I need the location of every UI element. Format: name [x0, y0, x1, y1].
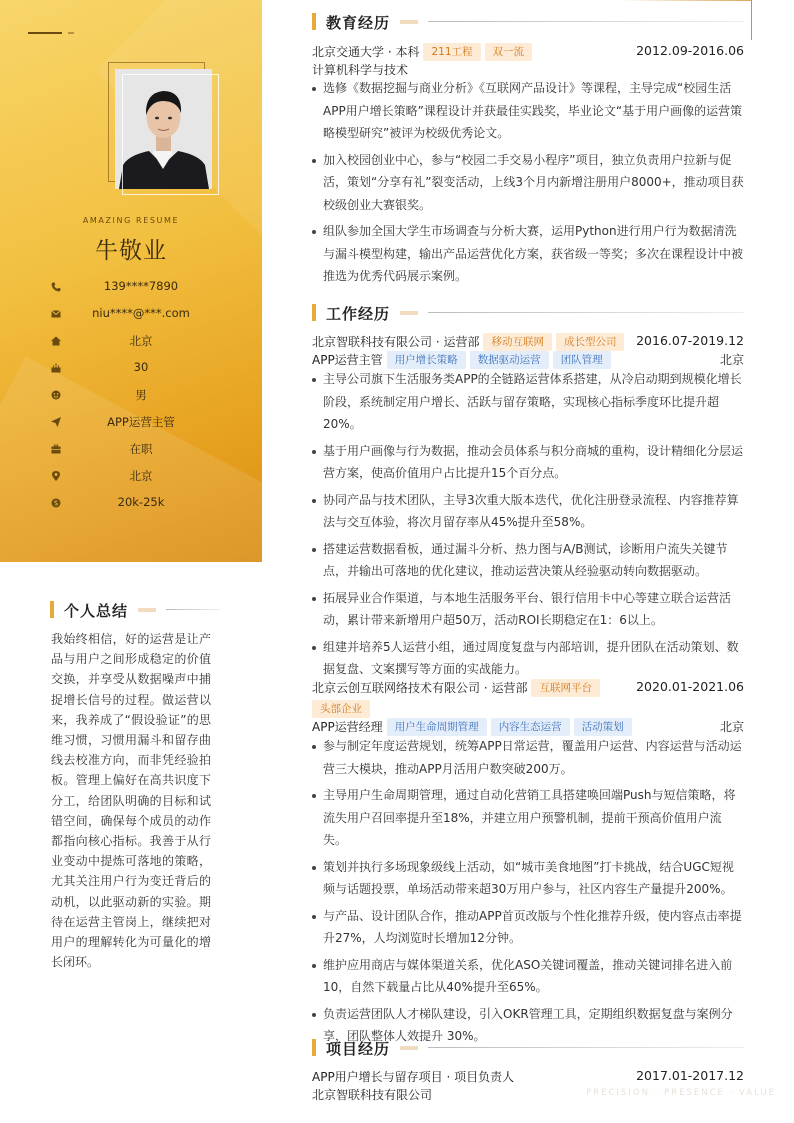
title-accent-bar — [50, 601, 54, 618]
info-status — [0, 439, 262, 459]
education-header — [312, 42, 744, 60]
project-company: 北京智联科技有限公司 — [312, 1088, 433, 1102]
footer-watermark: PRECISION · PRESENCE · VALUE — [586, 1088, 776, 1098]
resume-tagline: AMAZING RESUME — [82, 216, 180, 225]
summary-title: 个人总结 — [64, 602, 129, 620]
info-location — [0, 466, 262, 486]
job-role-line — [312, 350, 744, 368]
person-name: 牛敬业 — [95, 238, 167, 264]
role-tag: 用户生命周期管理 — [387, 718, 487, 736]
role-tag: 用户增长策略 — [387, 351, 466, 369]
briefcase-icon — [50, 443, 62, 455]
mail-icon — [50, 308, 62, 320]
list-item: 主导用户生命周期管理，通过自动化营销工具搭建唤回端Push与短信策略，将流失用户召回率提升至18%，并建立用户预警机制，提前干预高价值用户流失。 — [312, 784, 744, 852]
phone-value: 139****7890 — [103, 279, 179, 293]
title-accent-bar — [312, 13, 316, 30]
photo-frame — [122, 74, 219, 195]
info-gender — [0, 385, 262, 405]
school-name: 北京交通大学 · 本科 — [312, 45, 420, 59]
job-city: 北京 — [719, 353, 744, 367]
company-name: 北京智联科技有限公司 · 运营部 — [312, 335, 480, 349]
company-name: 北京云创互联网络技术有限公司 · 运营部 — [312, 681, 528, 695]
job-role: APP运营经理 — [312, 720, 383, 734]
work-title: 工作经历 — [326, 305, 391, 323]
list-item: 参与制定年度运营规划，统筹APP日常运营，覆盖用户运营、内容运营与活动运营三大模块，推动APP月活用户数突破200万。 — [312, 735, 744, 780]
company-tag: 互联网平台 — [531, 679, 600, 697]
role-tag: 内容生态运营 — [491, 718, 570, 736]
salary-value: 20k-25k — [117, 495, 165, 509]
job-role-line — [312, 717, 744, 735]
title-accent-bar — [312, 1039, 316, 1056]
list-item: 主导公司旗下生活服务类APP的全链路运营体系搭建，从冷启动期到规模化增长阶段，系统制定用户增长、活跃与留存策略，实现核心指标季度环比提升超20%。 — [312, 368, 744, 436]
list-item: 策划并执行多场现象级线上活动，如“城市美食地图”打卡挑战，结合UGC短视频与话题投票，单场活动带来超30万用户参与，社区内容生产量提升200%。 — [312, 856, 744, 901]
job-header — [312, 678, 744, 696]
title-rule — [428, 21, 744, 22]
list-item: 组队参加全国大学生市场调查与分析大赛，运用Python进行用户行为数据清洗与漏斗模型构建，输出产品运营优化方案，获省级一等奖；多次在课程设计中被推选为优秀代码展示案例。 — [312, 220, 744, 288]
status-value: 在职 — [129, 442, 153, 456]
education-tag: 双一流 — [485, 43, 533, 61]
list-item: 选修《数据挖掘与商业分析》《互联网产品设计》等课程，主导完成“校园生活APP用户增长策略”课程设计并获最佳实践奖，毕业论文“基于用户画像的运营策略模型研究”被评为校级优秀论文。 — [312, 77, 744, 145]
work-section-title — [312, 303, 744, 323]
info-home — [0, 331, 262, 351]
education-date: 2012.09-2016.06 — [636, 43, 744, 58]
phone-icon — [50, 281, 62, 293]
project-header — [312, 1067, 744, 1085]
list-item: 基于用户画像与行为数据，推动会员体系与积分商城的重构，设计精细化分层运营方案，使高价值用户占比提升15个百分点。 — [312, 440, 744, 485]
job-header — [312, 332, 744, 350]
info-email — [0, 304, 262, 324]
role-tag: 活动策划 — [574, 718, 632, 736]
projects-title: 项目经历 — [326, 1040, 391, 1058]
home-value: 北京 — [129, 334, 153, 348]
decor-line — [28, 32, 62, 34]
summary-text: 我始终相信，好的运营是让产品与用户之间形成稳定的价值交换，并享受从数据噪声中捕捉增长信号的过程。做运营以来，我养成了“假设验证”的思维习惯，习惯用漏斗和留存曲线去校准方向，而非凭经验拍板。管理上偏好在高共识度下分工，给团队明确的目标和试错空间，确保每个成员的动作都指向核心指标。我善于从行业变动中提炼可落地的策略，尤其关注用户行为变迁背后的动机，以此驱动新的实验。期待在运营主管岗上，继续把对用户的理解转化为可量化的增长闭环。 — [51, 632, 211, 970]
title-dash — [138, 608, 156, 612]
summary-section-title — [50, 600, 220, 620]
list-item: 加入校园创业中心，参与“校园二手交易小程序”项目，独立负责用户拉新与促活，策划“分享有礼”裂变活动，上线3个月内新增注册用户8000+，推动项目获校级创业大赛银奖。 — [312, 149, 744, 217]
info-phone — [0, 277, 262, 297]
cake-icon — [50, 362, 62, 374]
title-rule — [428, 312, 744, 313]
info-position — [0, 412, 262, 432]
list-item: 与产品、设计团队合作，推动APP首页改版与个性化推荐升级，使内容点击率提升27%，人均浏览时长增加12分钟。 — [312, 905, 744, 950]
education-tag: 211工程 — [423, 43, 480, 61]
list-item: 维护应用商店与媒体渠道关系，优化ASO关键词覆盖，推动关键词排名进入前10，自然下载量占比从40%提升至65%。 — [312, 954, 744, 999]
job-tag-line — [312, 699, 744, 717]
job-date: 2016.07-2019.12 — [636, 333, 744, 348]
position-value: APP运营主管 — [107, 415, 175, 429]
company-tag: 成长型公司 — [556, 333, 625, 351]
list-item: 协同产品与技术团队，主导3次重大版本迭代，优化注册登录流程、内容推荐算法与交互体验，将次月留存率从45%提升至58%。 — [312, 489, 744, 534]
education-bullets — [312, 77, 744, 292]
location-value: 北京 — [129, 469, 153, 483]
title-dash — [400, 20, 418, 24]
role-tag: 团队管理 — [553, 351, 611, 369]
company-tag: 移动互联网 — [483, 333, 552, 351]
job-date: 2020.01-2021.06 — [636, 679, 744, 694]
decor-line — [68, 32, 74, 34]
projects-section-title — [312, 1038, 744, 1058]
education-title: 教育经历 — [326, 14, 391, 32]
job-bullets — [312, 735, 744, 1052]
email-value: niu****@***.com — [92, 306, 190, 320]
info-age — [0, 358, 262, 378]
company-tag: 头部企业 — [312, 700, 370, 718]
title-rule — [166, 609, 220, 610]
list-item: 搭建运营数据看板，通过漏斗分析、热力图与A/B测试，诊断用户流失关键节点，并输出可落地的优化建议，推动运营决策从经验驱动转向数据驱动。 — [312, 538, 744, 583]
location-pin-icon — [50, 470, 62, 482]
list-item: 负责运营团队人才梯队建设，引入OKR管理工具，定期组织数据复盘与案例分享，团队整体人效提升 30%。 — [312, 1003, 744, 1048]
info-salary — [0, 493, 262, 513]
job-bullets — [312, 368, 744, 685]
education-major: 计算机科学与技术 — [312, 63, 409, 77]
title-dash — [400, 311, 418, 315]
list-item: 组建并培养5人运营小组，通过周度复盘与内部培训，提升团队在活动策划、数据复盘、文案撰写等方面的实战能力。 — [312, 636, 744, 681]
job-role: APP运营主管 — [312, 353, 383, 367]
project-date: 2017.01-2017.12 — [636, 1068, 744, 1083]
age-value: 30 — [133, 360, 149, 374]
title-dash — [400, 1046, 418, 1050]
list-item: 拓展异业合作渠道，与本地生活服务平台、银行信用卡中心等建立联合运营活动，累计带来新增用户超50万，活动ROI长期稳定在1：6以上。 — [312, 587, 744, 632]
job-city: 北京 — [719, 720, 744, 734]
gender-value: 男 — [135, 388, 147, 402]
home-icon — [50, 335, 62, 347]
face-icon — [50, 389, 62, 401]
role-tag: 数据驱动运营 — [470, 351, 549, 369]
profile-panel — [0, 0, 262, 562]
education-section-title — [312, 12, 744, 32]
salary-icon — [50, 497, 62, 509]
title-rule — [428, 1047, 744, 1048]
title-accent-bar — [312, 304, 316, 321]
send-icon — [50, 416, 62, 428]
project-name: APP用户增长与留存项目 · 项目负责人 — [312, 1070, 515, 1084]
